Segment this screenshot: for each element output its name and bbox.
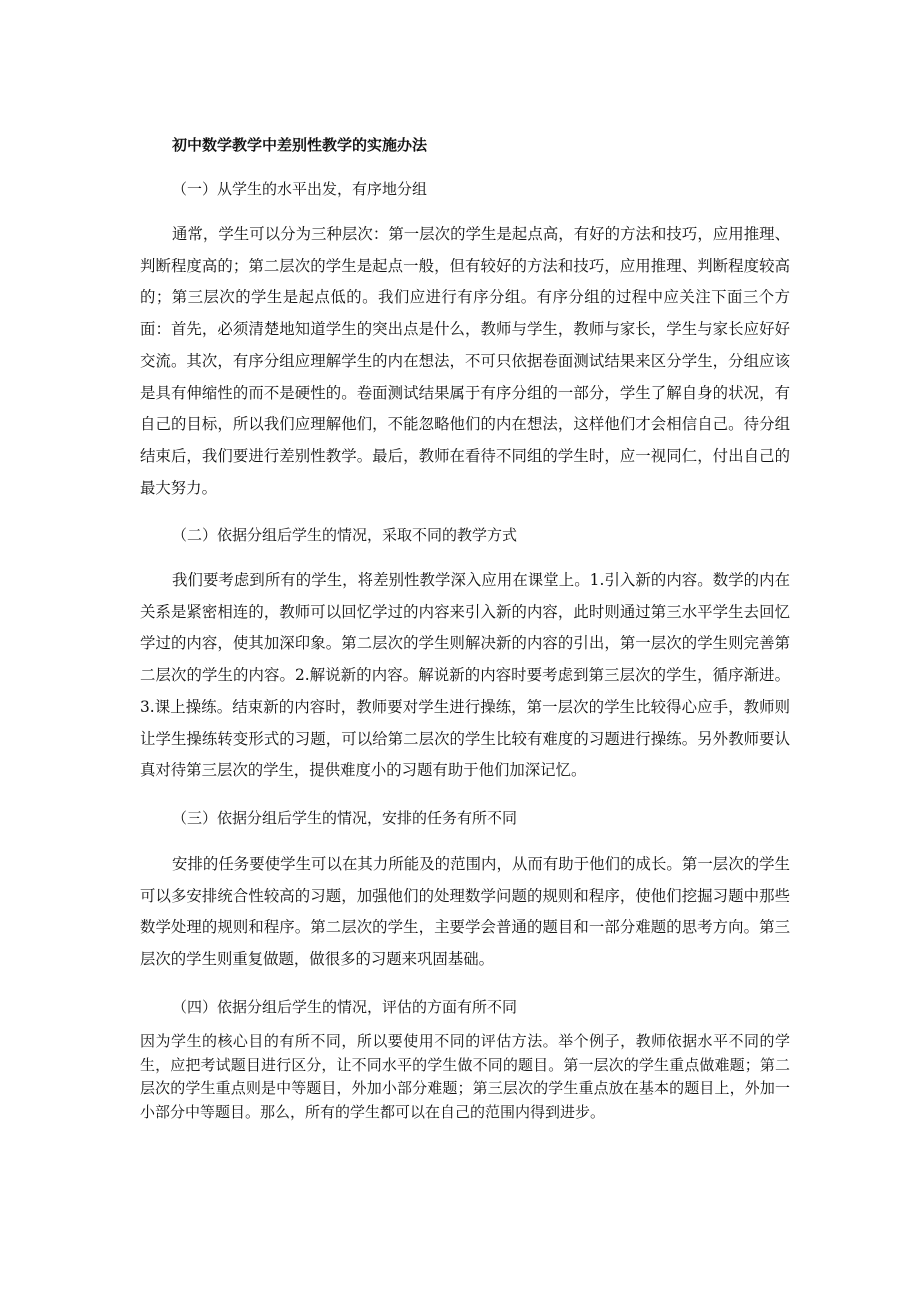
section-paragraph-1: 通常，学生可以分为三种层次：第一层次的学生是起点高，有好的方法和技巧，应用推理、判断程度高的；第二层次的学生是起点一般，但有较好的方法和技巧，应用推理、判断程度较高的；第三层次的学生是起点低的。我们应进行有序分组。有序分组的过程中应关注下面三个方面：首先，必须清楚地知道学生的突出点是什么，教师与学生，教师与家长，学生与家长应好好交流。其次，有序分组应理解学生的内在想法，不可只依据卷面测试结果来区分学生，分组应该是具有伸缩性的而不是硬性的。卷面测试结果属于有序分组的一部分，学生了解自身的状况，有自己的目标，所以我们应理解他们，不能忽略他们的内在想法，这样他们才会相信自己。待分组结束后，我们要进行差别性教学。最后，教师在看待不同组的学生时，应一视同仁，付出自己的最大努力。 — [140, 225, 790, 497]
section-heading-3: （三）依据分组后学生的情况，安排的任务有所不同 — [172, 809, 518, 827]
section-heading-4: （四）依据分组后学生的情况，评估的方面有所不同 — [172, 998, 518, 1016]
section-paragraph-2: 我们要考虑到所有的学生，将差别性教学深入应用在课堂上。1.引入新的内容。数学的内在关系是紧密相连的，教师可以回忆学过的内容来引入新的内容，此时则通过第三水平学生去回忆学过的内容，使其加深印象。第二层次的学生则解决新的内容的引出，第一层次的学生则完善第二层次的学生的内容。2.解说新的内容。解说新的内容时要考虑到第三层次的学生，循序渐进。3.课上操练。结束新的内容时，教师要对学生进行操练，第一层次的学生比较得心应手，教师则让学生操练转变形式的习题，可以给第二层次的学生比较有难度的习题进行操练。另外教师要认真对待第三层次的学生，提供难度小的习题有助于他们加深记忆。 — [140, 571, 790, 780]
section-heading-1: （一）从学生的水平出发，有序地分组 — [172, 180, 428, 198]
section-paragraph-4: 因为学生的核心目的有所不同，所以要使用不同的评估方法。举个例子，教师依据水平不同的学生，应把考试题目进行区分，让不同水平的学生做不同的题目。第一层次的学生重点做难题；第二层次的学生重点则是中等题目，外加小部分难题；第三层次的学生重点放在基本的题目上，外加一小部分中等题目。那么，所有的学生都可以在自己的范围内得到进步。 — [140, 1032, 790, 1121]
section-paragraph-3: 安排的任务要使学生可以在其力所能及的范围内，从而有助于他们的成长。第一层次的学生可以多安排统合性较高的习题，加强他们的处理数学问题的规则和程序，使他们挖掘习题中那些数学处理的规则和程序。第二层次的学生，主要学会普通的题目和一部分难题的思考方向。第三层次的学生则重复做题，做很多的习题来巩固基础。 — [140, 855, 790, 969]
section-heading-2: （二）依据分组后学生的情况，采取不同的教学方式 — [172, 526, 518, 544]
document-title: 初中数学教学中差别性教学的实施办法 — [172, 136, 428, 154]
